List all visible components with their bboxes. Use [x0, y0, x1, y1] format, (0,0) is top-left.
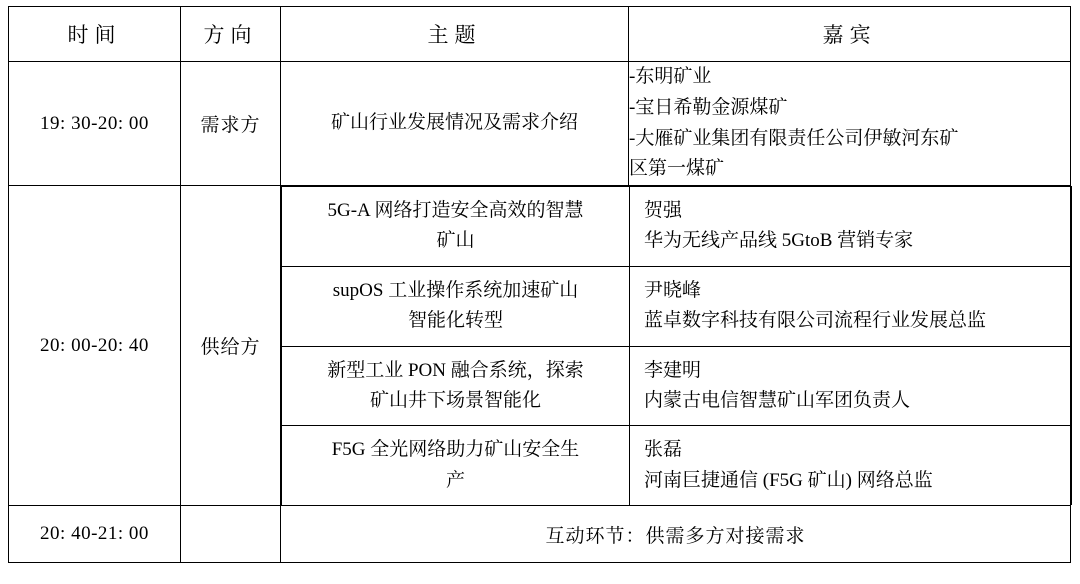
- guest-line: -宝日希勒金源煤矿: [629, 96, 788, 118]
- guest-line: 贺强: [644, 200, 683, 222]
- table-row: [9, 62, 1071, 186]
- row2-sessions: [281, 186, 1071, 506]
- header-topic: 主题: [281, 7, 629, 62]
- guest-line: 华为无线产品线 5GtoB 营销专家: [644, 230, 914, 252]
- session-row: [282, 346, 1072, 426]
- session-2-guest: [630, 266, 1072, 346]
- topic-line: F5G 全光网络助力矿山安全生: [331, 439, 580, 461]
- session-2-topic: [282, 266, 630, 346]
- guest-line: 河南巨捷通信 (F5G 矿山) 网络总监: [644, 469, 933, 491]
- row1-topic: 矿山行业发展情况及需求介绍: [281, 62, 629, 186]
- table-row: [9, 186, 1071, 506]
- guest-line: -大雁矿业集团有限责任公司伊敏河东矿: [629, 127, 959, 149]
- session-row: [282, 426, 1072, 505]
- guest-line: 张磊: [644, 439, 683, 461]
- row2-time: 20: 00-20: 40: [9, 186, 181, 506]
- topic-line: 新型工业 PON 融合系统，探索: [327, 359, 584, 381]
- agenda-table: [8, 6, 1071, 563]
- session-row: [282, 187, 1072, 267]
- table-row: [9, 506, 1071, 563]
- topic-line: supOS 工业操作系统加速矿山: [332, 279, 579, 301]
- row3-time: 20: 40-21: 00: [9, 506, 181, 563]
- topic-line: 产: [445, 469, 465, 491]
- header-direction: 方向: [181, 7, 281, 62]
- topic-line: 5G-A 网络打造安全高效的智慧: [327, 200, 584, 222]
- session-4-topic: [282, 426, 630, 505]
- row3-full-text: 互动环节：供需多方对接需求: [281, 506, 1071, 563]
- guest-line: 李建明: [644, 359, 702, 381]
- header-guest: 嘉宾: [629, 7, 1071, 62]
- row2-direction: 供给方: [181, 186, 281, 506]
- session-1-guest: [630, 187, 1072, 267]
- row1-direction: 需求方: [181, 62, 281, 186]
- guest-line: 尹晓峰: [644, 279, 702, 301]
- guest-line: -东明矿业: [629, 66, 712, 87]
- row1-guest: [629, 62, 1071, 186]
- guest-line: 区第一煤矿: [629, 158, 725, 180]
- session-3-topic: [282, 346, 630, 426]
- row3-direction: [181, 506, 281, 563]
- table-header-row: [9, 7, 1071, 62]
- topic-line: 矿山井下场景智能化: [369, 390, 541, 412]
- row1-time: 19: 30-20: 00: [9, 62, 181, 186]
- session-3-guest: [630, 346, 1072, 426]
- session-1-topic: [282, 187, 630, 267]
- topic-line: 智能化转型: [407, 310, 503, 332]
- header-time: 时间: [9, 7, 181, 62]
- session-4-guest: [630, 426, 1072, 505]
- guest-line: 蓝卓数字科技有限公司流程行业发展总监: [644, 310, 987, 332]
- topic-line: 矿山: [436, 230, 475, 252]
- session-subtable: [281, 186, 1072, 505]
- guest-line: 内蒙古电信智慧矿山军团负责人: [644, 390, 911, 412]
- session-row: [282, 266, 1072, 346]
